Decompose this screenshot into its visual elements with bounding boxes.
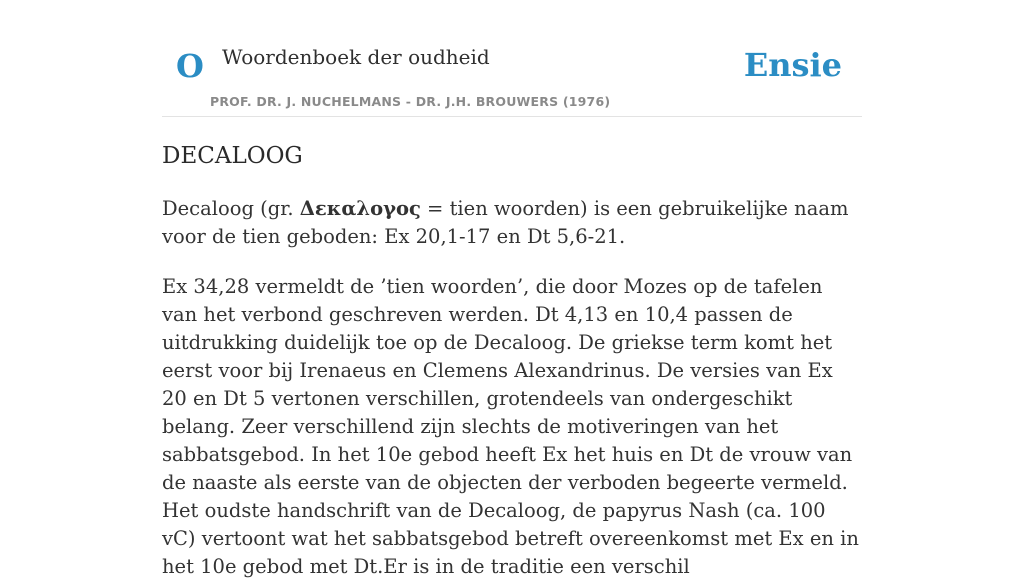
greek-term: Δεκαλογος [299, 196, 421, 220]
entry-paragraph-1 [162, 195, 862, 251]
entry-title: DECALOOG [162, 143, 303, 169]
entry-paragraph-1-text-after: = tien woorden) is een gebruikelijke naam voor de tien geboden: Ex 20,1-17 en Dt 5,6-21. [162, 196, 849, 248]
ensie-logo-link[interactable]: Ensie [743, 46, 842, 84]
dictionary-authors: PROF. DR. J. NUCHELMANS - DR. J.H. BROUWERS (1976) [210, 94, 611, 109]
entry-paragraph-1-text-before: Decaloog (gr. [162, 196, 300, 220]
article-page [162, 0, 862, 581]
index-letter-link[interactable]: O [176, 47, 204, 85]
dictionary-title-link[interactable]: Woordenboek der oudheid [222, 45, 490, 69]
entry-paragraph-2: Ex 34,28 vermeldt de ’tien woorden’, die door Mozes op de tafelen van het verbond geschreven werden. Dt 4,13 en 10,4 passen de uitdrukking duidelijk toe op de Decaloog. De griekse term komt het eerst voor bij Irenaeus en Clemens Alexandrinus. De versies van Ex 20 en Dt 5 vertonen verschillen, grotendeels van ondergeschikt belang. Zeer verschillend zijn slechts de motiveringen van het sabbatsgebod. In het 10e gebod heeft Ex het huis en Dt de vrouw van de naaste als eerste van de objecten der verboden begeerte vermeld. Het oudste handschrift van de Decaloog, de papyrus Nash (ca. 100 vC) vertoont wat het sabbatsgebod betreft overeenkomst met Ex en in het 10e gebod met Dt.Er is in de traditie een verschil [162, 274, 859, 578]
dictionary-header [162, 0, 862, 117]
